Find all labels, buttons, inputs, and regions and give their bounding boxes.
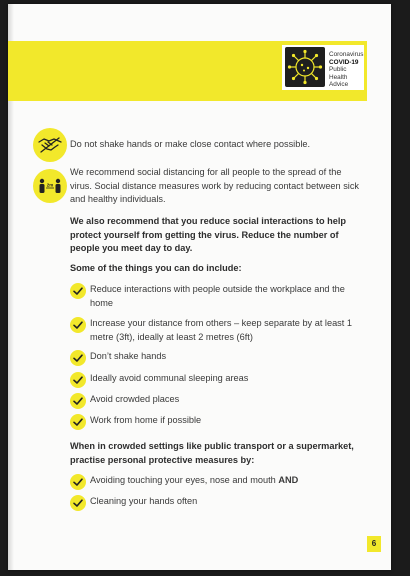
list-item xyxy=(90,474,360,488)
logo-text xyxy=(329,51,365,89)
handshake-advice: Do not shake hands or make close contact where possible. xyxy=(70,139,311,149)
list-item: Cleaning your hands often xyxy=(90,496,198,506)
list-item: Don’t shake hands xyxy=(90,351,167,361)
check-icon xyxy=(70,350,86,366)
check-icon xyxy=(70,372,86,388)
check-icon xyxy=(70,317,86,333)
check-icon xyxy=(70,393,86,409)
check-icon xyxy=(70,283,86,299)
list-item: Avoid crowded places xyxy=(90,394,180,404)
things-heading: Some of the things you can do include: xyxy=(70,263,242,273)
distance-label: 2m xyxy=(46,182,54,188)
reduce-interactions-advice: We also recommend that you reduce social interactions to help protect yourself from getting the virus. Reduce the number of people you meet day to day. xyxy=(70,216,347,254)
list-item: Reduce interactions with people outside the workplace and the home xyxy=(90,284,345,308)
measure-emphasis: AND xyxy=(278,475,299,485)
list-item: Work from home if possible xyxy=(90,415,202,425)
check-icon xyxy=(70,414,86,430)
logo-line-1: Coronavirus xyxy=(329,51,364,58)
measure-text: Avoiding touching your eyes, nose and mouth xyxy=(90,475,279,485)
check-icon xyxy=(70,474,86,490)
page-number: 6 xyxy=(367,536,381,552)
distancing-advice: We recommend social distancing for all people to the spread of the virus. Social distance measures work by reducing contact between sick and healthy individuals. xyxy=(70,167,360,205)
crowded-settings-heading: When in crowded settings like public transport or a supermarket, practise personal protective measures by: xyxy=(70,441,354,465)
social-distancing-icon xyxy=(33,169,67,203)
list-item: Ideally avoid communal sleeping areas xyxy=(90,373,249,383)
logo-line-2: COVID-19 xyxy=(329,58,359,66)
check-icon xyxy=(70,495,86,511)
list-item: Increase your distance from others – keep separate by at least 1 metre (3ft), ideally at least 2 metres (6ft) xyxy=(90,318,352,342)
logo-line-3: Public Health xyxy=(329,66,348,81)
virus-icon xyxy=(285,47,325,87)
logo-line-4: Advice xyxy=(329,81,349,89)
handshake-icon xyxy=(33,128,67,162)
